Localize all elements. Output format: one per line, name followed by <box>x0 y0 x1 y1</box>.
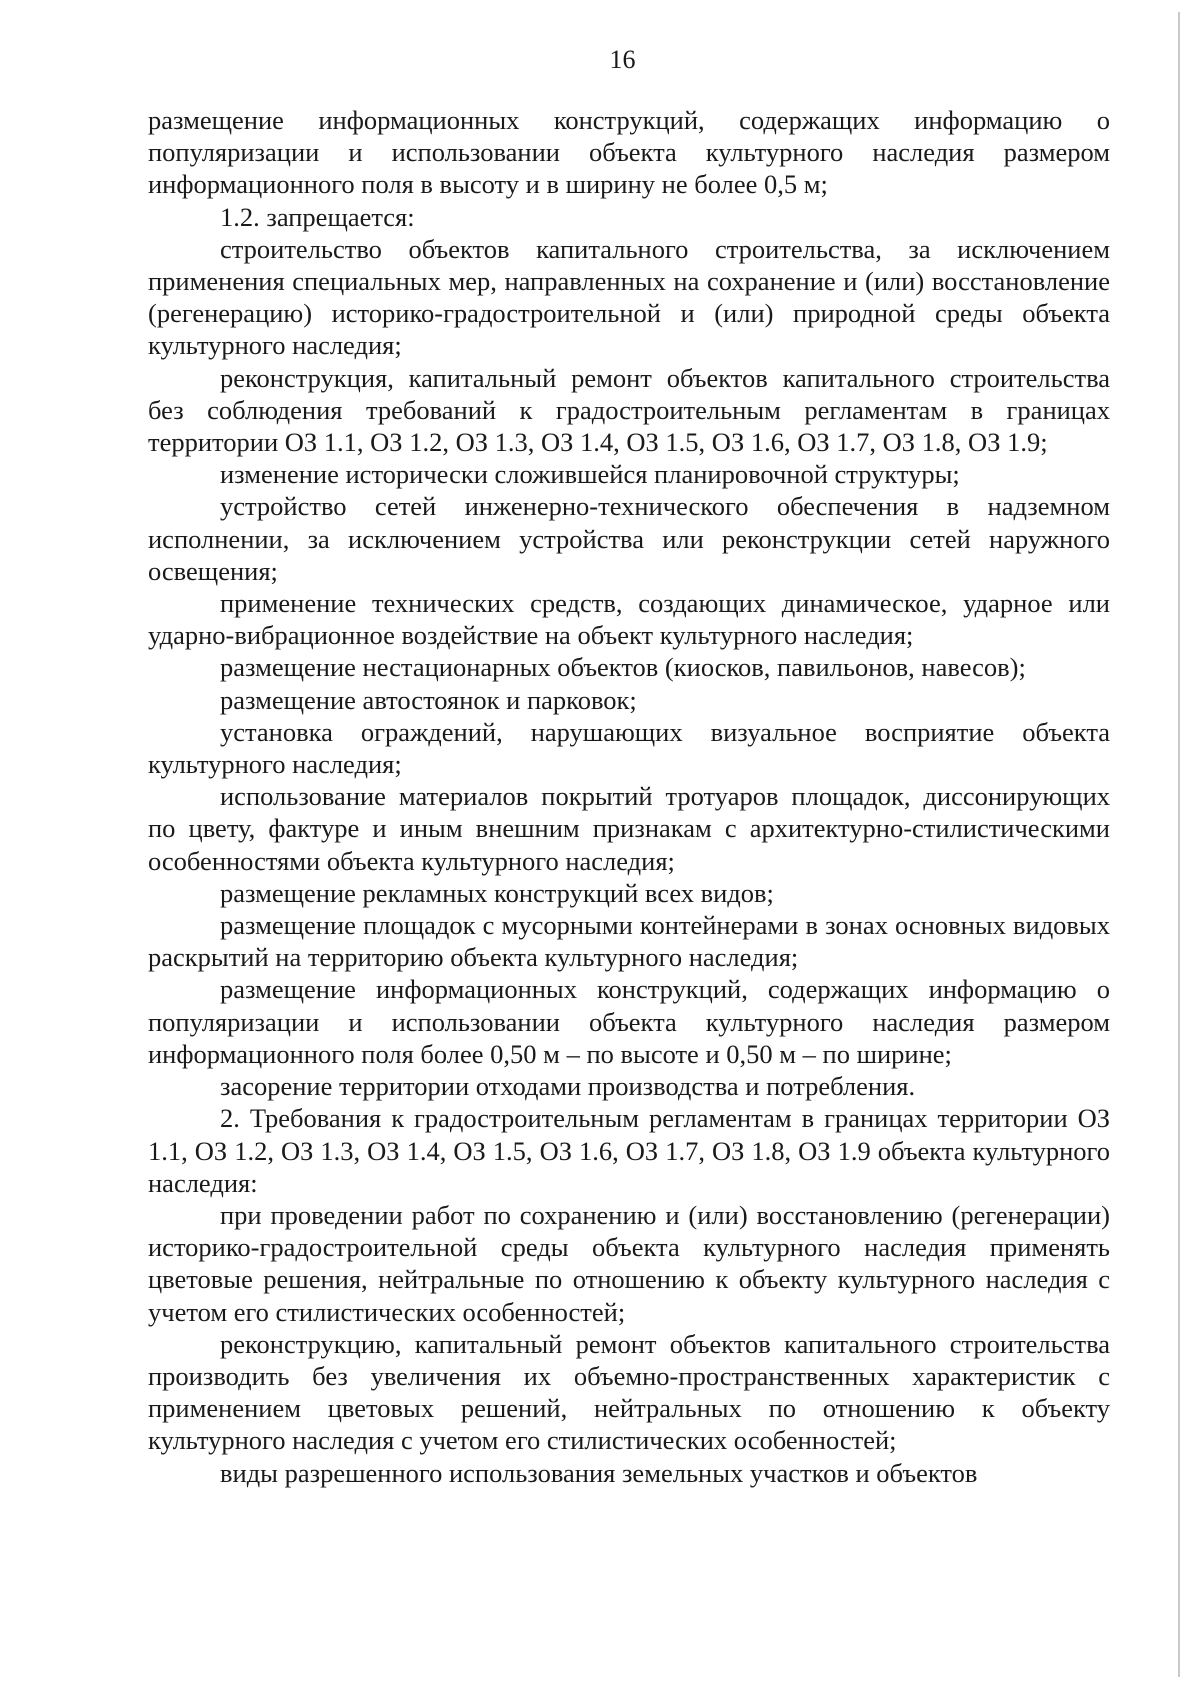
page-number: 16 <box>609 45 636 74</box>
paragraph: установка ограждений, нарушающих визуальное восприятие объекта культурного наследия; <box>148 716 1110 780</box>
paragraph: строительство объектов капитального строительства, за исключением применения специальных мер, направленных на сохранение и (или) восстановление (регенерацию) историко-градостроительной и (или) природной среды объекта культурного наследия; <box>148 233 1110 361</box>
paragraph: размещение автостоянок и парковок; <box>220 684 637 715</box>
paragraph: размещение информационных конструкций, содержащих информацию о популяризации и использовании объекта культурного наследия размером информационного поля более 0,50 м – по высоте и 0,50 м – по ширине; <box>148 974 1110 1069</box>
paragraph: изменение исторически сложившейся планировочной структуры; <box>220 459 960 490</box>
paragraph: размещение площадок с мусорными контейнерами в зонах основных видовых раскрытий на территорию объекта культурного наследия; <box>148 910 1110 973</box>
paragraph: применение технических средств, создающих динамическое, ударное или ударно-вибрационное воздействие на объект культурного наследия; <box>148 588 1110 651</box>
paragraph: устройство сетей инженерно-технического обеспечения в надземном исполнении, за исключением устройства или реконструкции сетей наружного освещения; <box>148 491 1110 586</box>
paragraph: при проведении работ по сохранению и (или) восстановлению (регенерации) историко-градостроительной среды объекта культурного наследия применять цветовые решения, нейтральные по отношению к объекту культурного наследия с учетом его стилистических особенностей; <box>148 1199 1110 1327</box>
paragraph: виды разрешенного использования земельных участков и объектов <box>220 1457 978 1488</box>
paragraph: размещение информационных конструкций, содержащих информацию о популяризации и использовании объекта культурного наследия размером информационного поля в высоту и в ширину не более 0,5 м; <box>148 105 1110 200</box>
paragraph: реконструкция, капитальный ремонт объектов капитального строительства без соблюдения требований к градостроительным регламентам в границах территории ОЗ 1.1, ОЗ 1.2, ОЗ 1.3, ОЗ 1.4, ОЗ 1.5, ОЗ 1.6, ОЗ 1.7, ОЗ 1.8, ОЗ 1.9; <box>148 362 1110 458</box>
paragraph: размещение нестационарных объектов (киосков, павильонов, навесов); <box>220 652 1026 683</box>
document-body <box>148 104 1110 1489</box>
paragraph: реконструкцию, капитальный ремонт объектов капитального строительства производить без увеличения их объемно-пространственных характеристик с применением цветовых решений, нейтральных по отношению к объекту культурного наследия с учетом его стилистических особенностей; <box>148 1328 1110 1456</box>
paragraph: засорение территории отходами производства и потребления. <box>220 1071 916 1102</box>
paragraph: размещение рекламных конструкций всех видов; <box>220 877 774 908</box>
paragraph: использование материалов покрытий тротуаров площадок, диссонирующих по цвету, фактуре и иным внешним признакам с архитектурно-стилистическими особенностями объекта культурного наследия; <box>148 781 1110 876</box>
paragraph: 2. Требования к градостроительным регламентам в границах территории ОЗ 1.1, ОЗ 1.2, ОЗ 1.3, ОЗ 1.4, ОЗ 1.5, ОЗ 1.6, ОЗ 1.7, ОЗ 1.8, ОЗ 1.9 объекта культурного наследия: <box>148 1103 1110 1198</box>
paragraph: 1.2. запрещается: <box>220 201 415 232</box>
page-edge-line <box>1178 12 1180 1677</box>
